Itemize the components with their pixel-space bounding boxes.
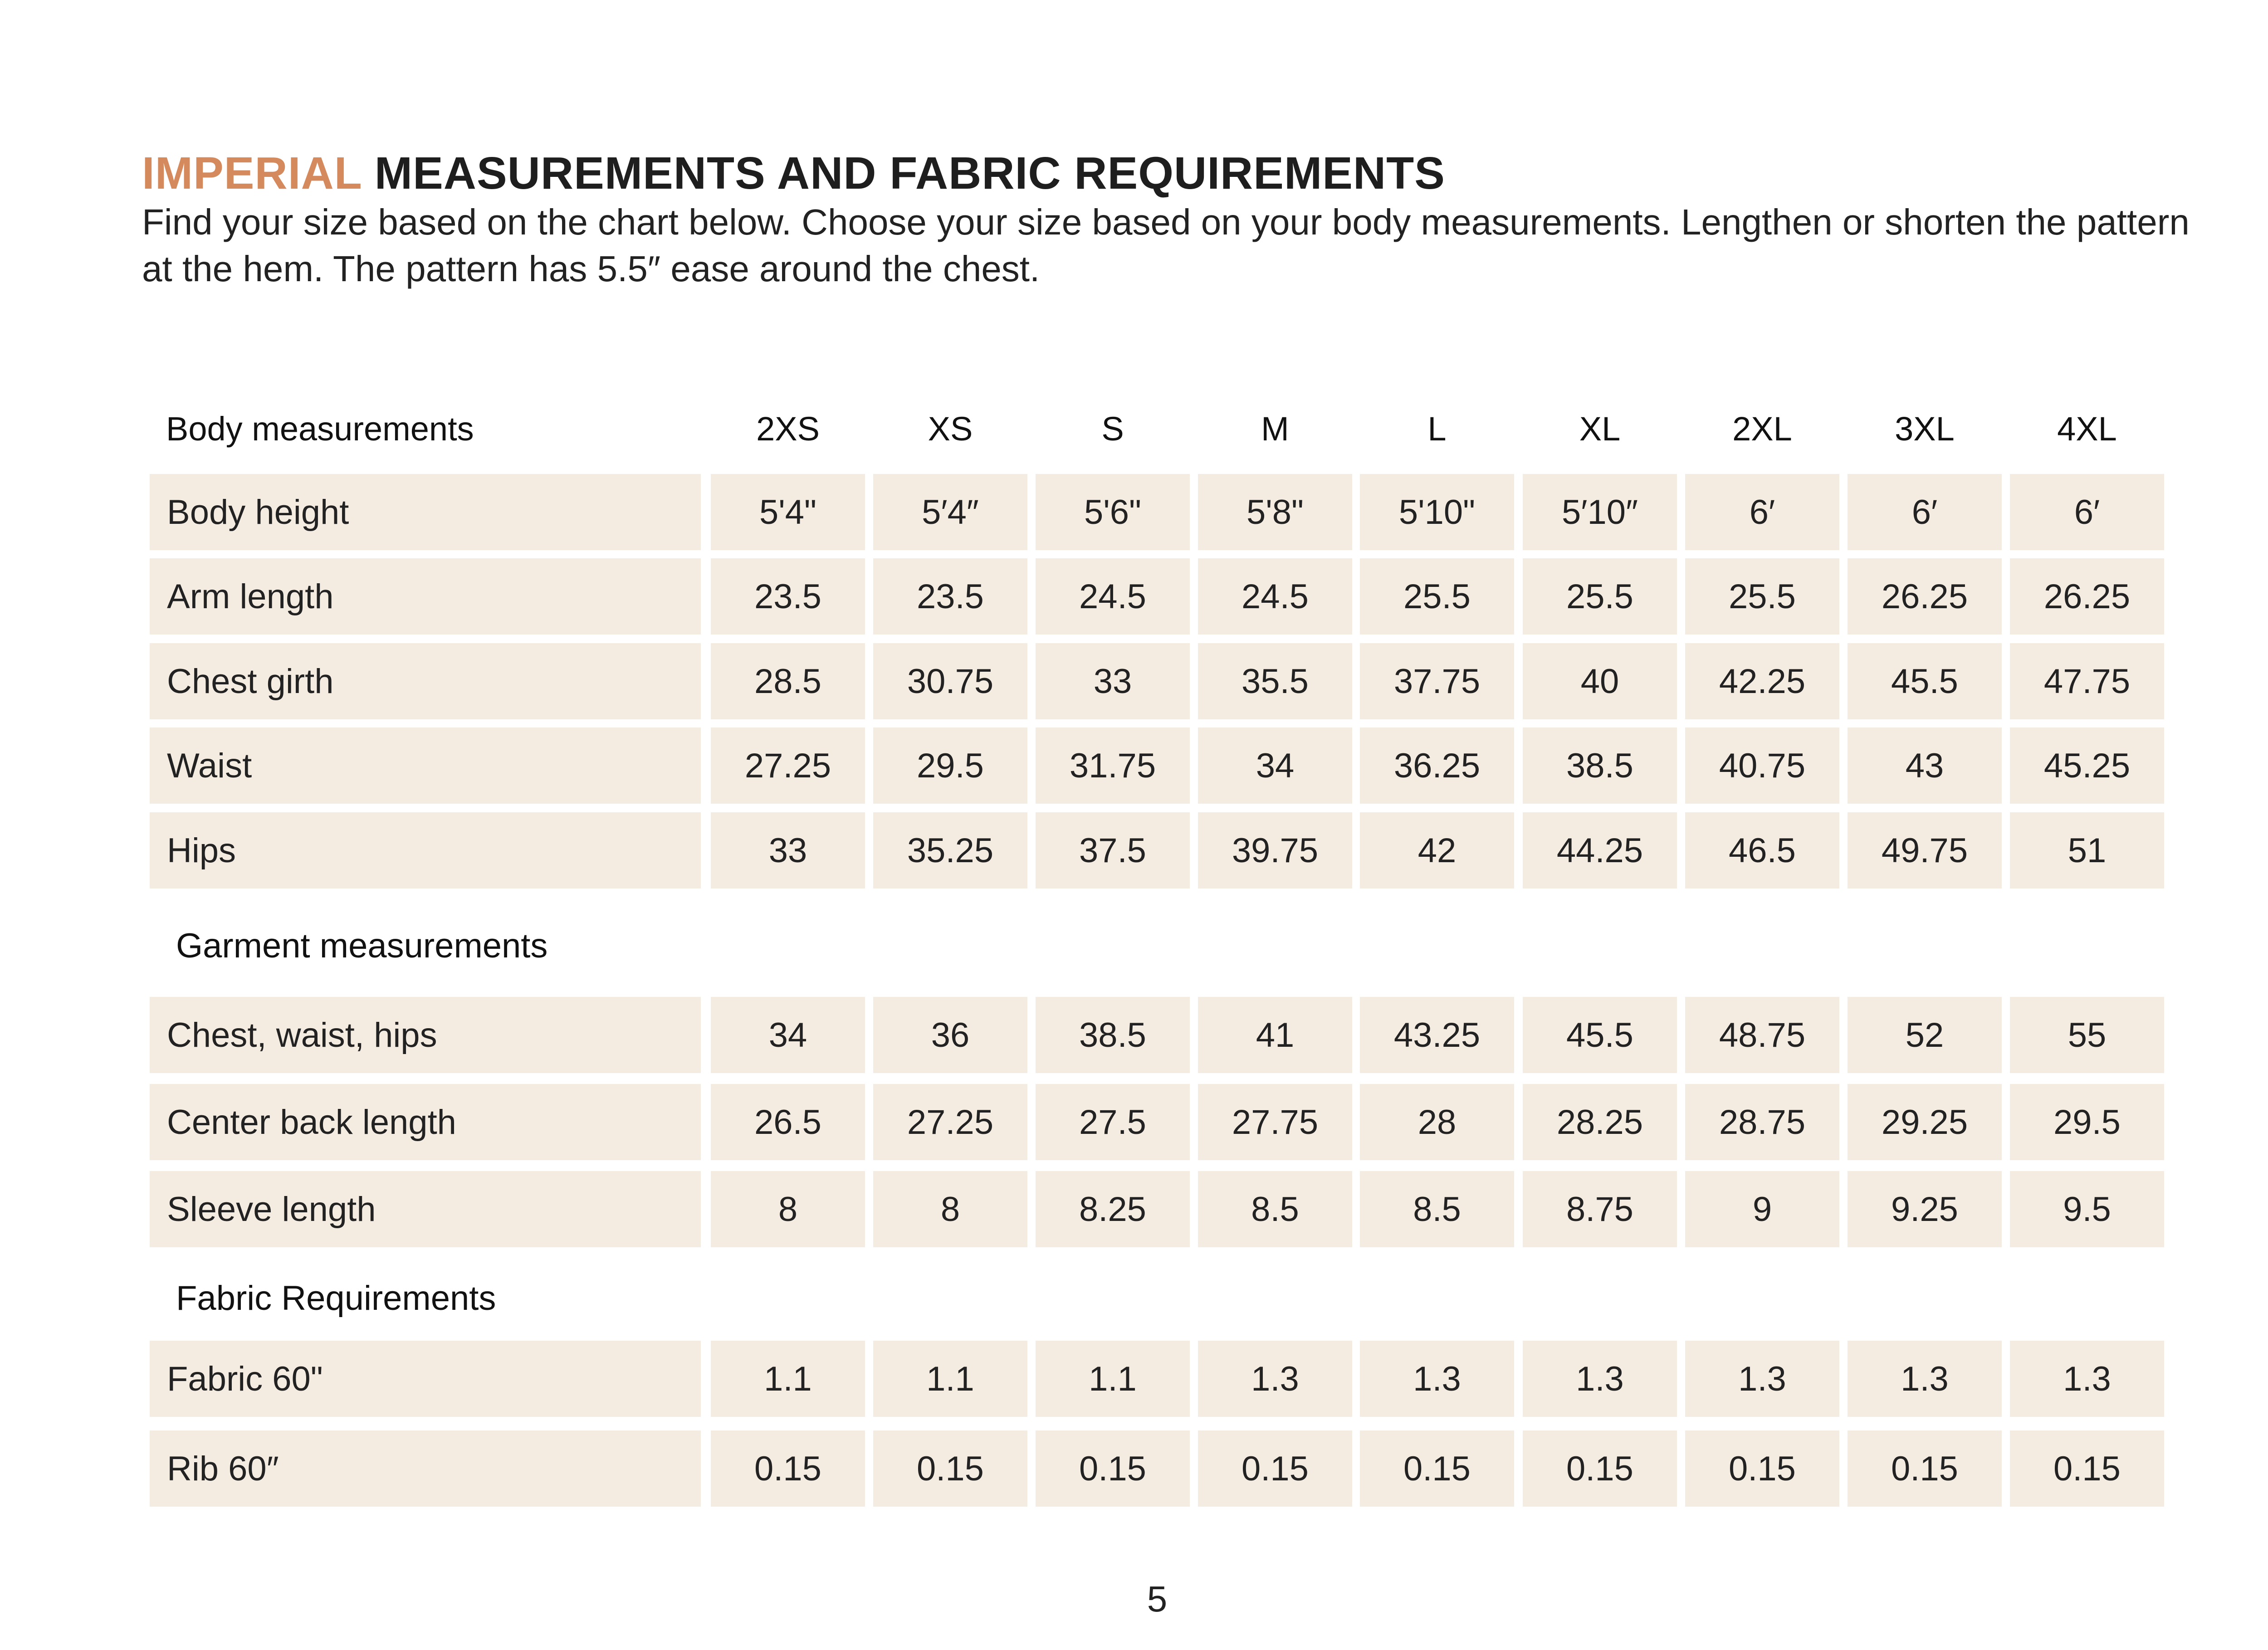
section-title: Fabric Requirements	[176, 1279, 496, 1318]
table-cell: 38.5	[1036, 997, 1190, 1073]
table-cell: 5'6"	[1036, 474, 1190, 550]
table-cell: 6′	[2010, 474, 2164, 550]
row-label: Hips	[150, 812, 701, 888]
row-label: Chest girth	[150, 643, 701, 719]
table-cell: 55	[2010, 997, 2164, 1073]
table-cell: 0.15	[1848, 1430, 2002, 1507]
section-title: Garment measurements	[176, 926, 548, 965]
table-cell: 36	[873, 997, 1027, 1073]
table-cell: 25.5	[1360, 558, 1514, 635]
table-cell: 5'10"	[1360, 474, 1514, 550]
table-cell: 0.15	[711, 1430, 865, 1507]
size-header-2xl: 2XL	[1732, 410, 1792, 448]
size-header-xl: XL	[1579, 410, 1621, 448]
title-accent: IMPERIAL	[142, 148, 362, 199]
table-cell: 27.75	[1198, 1084, 1352, 1160]
row-label: Center back length	[150, 1084, 701, 1160]
table-cell: 33	[711, 812, 865, 888]
row-label: Rib 60″	[150, 1430, 701, 1507]
row-label: Body height	[150, 474, 701, 550]
table-cell: 1.3	[2010, 1341, 2164, 1417]
table-cell: 45.25	[2010, 727, 2164, 804]
table-cell: 28.75	[1685, 1084, 1839, 1160]
size-header-4xl: 4XL	[2057, 410, 2117, 448]
table-cell: 35.5	[1198, 643, 1352, 719]
table-cell: 43.25	[1360, 997, 1514, 1073]
table-cell: 1.3	[1685, 1341, 1839, 1417]
table-cell: 42.25	[1685, 643, 1839, 719]
table-cell: 0.15	[1198, 1430, 1352, 1507]
table-cell: 30.75	[873, 643, 1027, 719]
table-cell: 46.5	[1685, 812, 1839, 888]
table-cell: 8.25	[1036, 1171, 1190, 1247]
table-cell: 47.75	[2010, 643, 2164, 719]
table-cell: 5′4″	[873, 474, 1027, 550]
table-cell: 9	[1685, 1171, 1839, 1247]
table-cell: 1.3	[1198, 1341, 1352, 1417]
table-cell: 25.5	[1685, 558, 1839, 635]
table-cell: 52	[1848, 997, 2002, 1073]
table-cell: 34	[711, 997, 865, 1073]
table-cell: 34	[1198, 727, 1352, 804]
table-cell: 43	[1848, 727, 2002, 804]
table-cell: 40	[1523, 643, 1677, 719]
table-cell: 8.75	[1523, 1171, 1677, 1247]
intro-paragraph: Find your size based on the chart below. Choose your size based on your body measurements. Lengthen or shorten the pattern at the hem. The pattern has 5.5″ ease around the chest.	[142, 202, 2190, 289]
table-cell: 27.25	[711, 727, 865, 804]
size-header-xs: XS	[928, 410, 973, 448]
table-cell: 8	[711, 1171, 865, 1247]
table-cell: 27.5	[1036, 1084, 1190, 1160]
table-cell: 29.5	[2010, 1084, 2164, 1160]
table-cell: 41	[1198, 997, 1352, 1073]
table-cell: 40.75	[1685, 727, 1839, 804]
table-cell: 9.5	[2010, 1171, 2164, 1247]
table-cell: 6′	[1685, 474, 1839, 550]
size-header-3xl: 3XL	[1895, 410, 1955, 448]
table-cell: 1.3	[1523, 1341, 1677, 1417]
table-cell: 27.25	[873, 1084, 1027, 1160]
table-cell: 0.15	[1685, 1430, 1839, 1507]
table-cell: 42	[1360, 812, 1514, 888]
table-cell: 24.5	[1036, 558, 1190, 635]
table-cell: 37.75	[1360, 643, 1514, 719]
table-cell: 0.15	[1360, 1430, 1514, 1507]
table-cell: 26.5	[711, 1084, 865, 1160]
table-cell: 1.1	[873, 1341, 1027, 1417]
table-cell: 28.25	[1523, 1084, 1677, 1160]
title-main: MEASUREMENTS AND FABRIC REQUIREMENTS	[361, 148, 1445, 199]
table-cell: 45.5	[1848, 643, 2002, 719]
table-cell: 0.15	[1523, 1430, 1677, 1507]
row-label: Fabric 60"	[150, 1341, 701, 1417]
table-cell: 1.3	[1848, 1341, 2002, 1417]
table-cell: 49.75	[1848, 812, 2002, 888]
table-cell: 5'8"	[1198, 474, 1352, 550]
table-cell: 6′	[1848, 474, 2002, 550]
row-label: Waist	[150, 727, 701, 804]
table-cell: 0.15	[2010, 1430, 2164, 1507]
table-cell: 38.5	[1523, 727, 1677, 804]
table-cell: 1.3	[1360, 1341, 1514, 1417]
table-cell: 35.25	[873, 812, 1027, 888]
row-label: Chest, waist, hips	[150, 997, 701, 1073]
table-cell: 8	[873, 1171, 1027, 1247]
table-cell: 28	[1360, 1084, 1514, 1160]
size-header-s: S	[1101, 410, 1124, 448]
table-cell: 29.5	[873, 727, 1027, 804]
page-number: 5	[1147, 1579, 1168, 1619]
table-cell: 33	[1036, 643, 1190, 719]
table-cell: 44.25	[1523, 812, 1677, 888]
table-cell: 26.25	[1848, 558, 2002, 635]
page-title	[142, 146, 1445, 200]
table-cell: 24.5	[1198, 558, 1352, 635]
row-label: Sleeve length	[150, 1171, 701, 1247]
table-cell: 9.25	[1848, 1171, 2002, 1247]
size-header-m: M	[1261, 410, 1289, 448]
table-cell: 51	[2010, 812, 2164, 888]
table-cell: 37.5	[1036, 812, 1190, 888]
table-cell: 36.25	[1360, 727, 1514, 804]
table-cell: 28.5	[711, 643, 865, 719]
table-cell: 1.1	[1036, 1341, 1190, 1417]
table-cell: 23.5	[873, 558, 1027, 635]
table-cell: 8.5	[1360, 1171, 1514, 1247]
table-cell: 5′10″	[1523, 474, 1677, 550]
table-cell: 25.5	[1523, 558, 1677, 635]
table-cell: 29.25	[1848, 1084, 2002, 1160]
table-cell: 5'4"	[711, 474, 865, 550]
row-label: Arm length	[150, 558, 701, 635]
table-cell: 39.75	[1198, 812, 1352, 888]
table-cell: 31.75	[1036, 727, 1190, 804]
table-cell: 26.25	[2010, 558, 2164, 635]
table-cell: 0.15	[1036, 1430, 1190, 1507]
table-cell: 45.5	[1523, 997, 1677, 1073]
table-cell: 23.5	[711, 558, 865, 635]
header-label: Body measurements	[166, 410, 474, 448]
size-header-l: L	[1427, 410, 1447, 448]
table-cell: 8.5	[1198, 1171, 1352, 1247]
size-header-2xs: 2XS	[756, 410, 820, 448]
table-cell: 48.75	[1685, 997, 1839, 1073]
table-cell: 0.15	[873, 1430, 1027, 1507]
table-cell: 1.1	[711, 1341, 865, 1417]
